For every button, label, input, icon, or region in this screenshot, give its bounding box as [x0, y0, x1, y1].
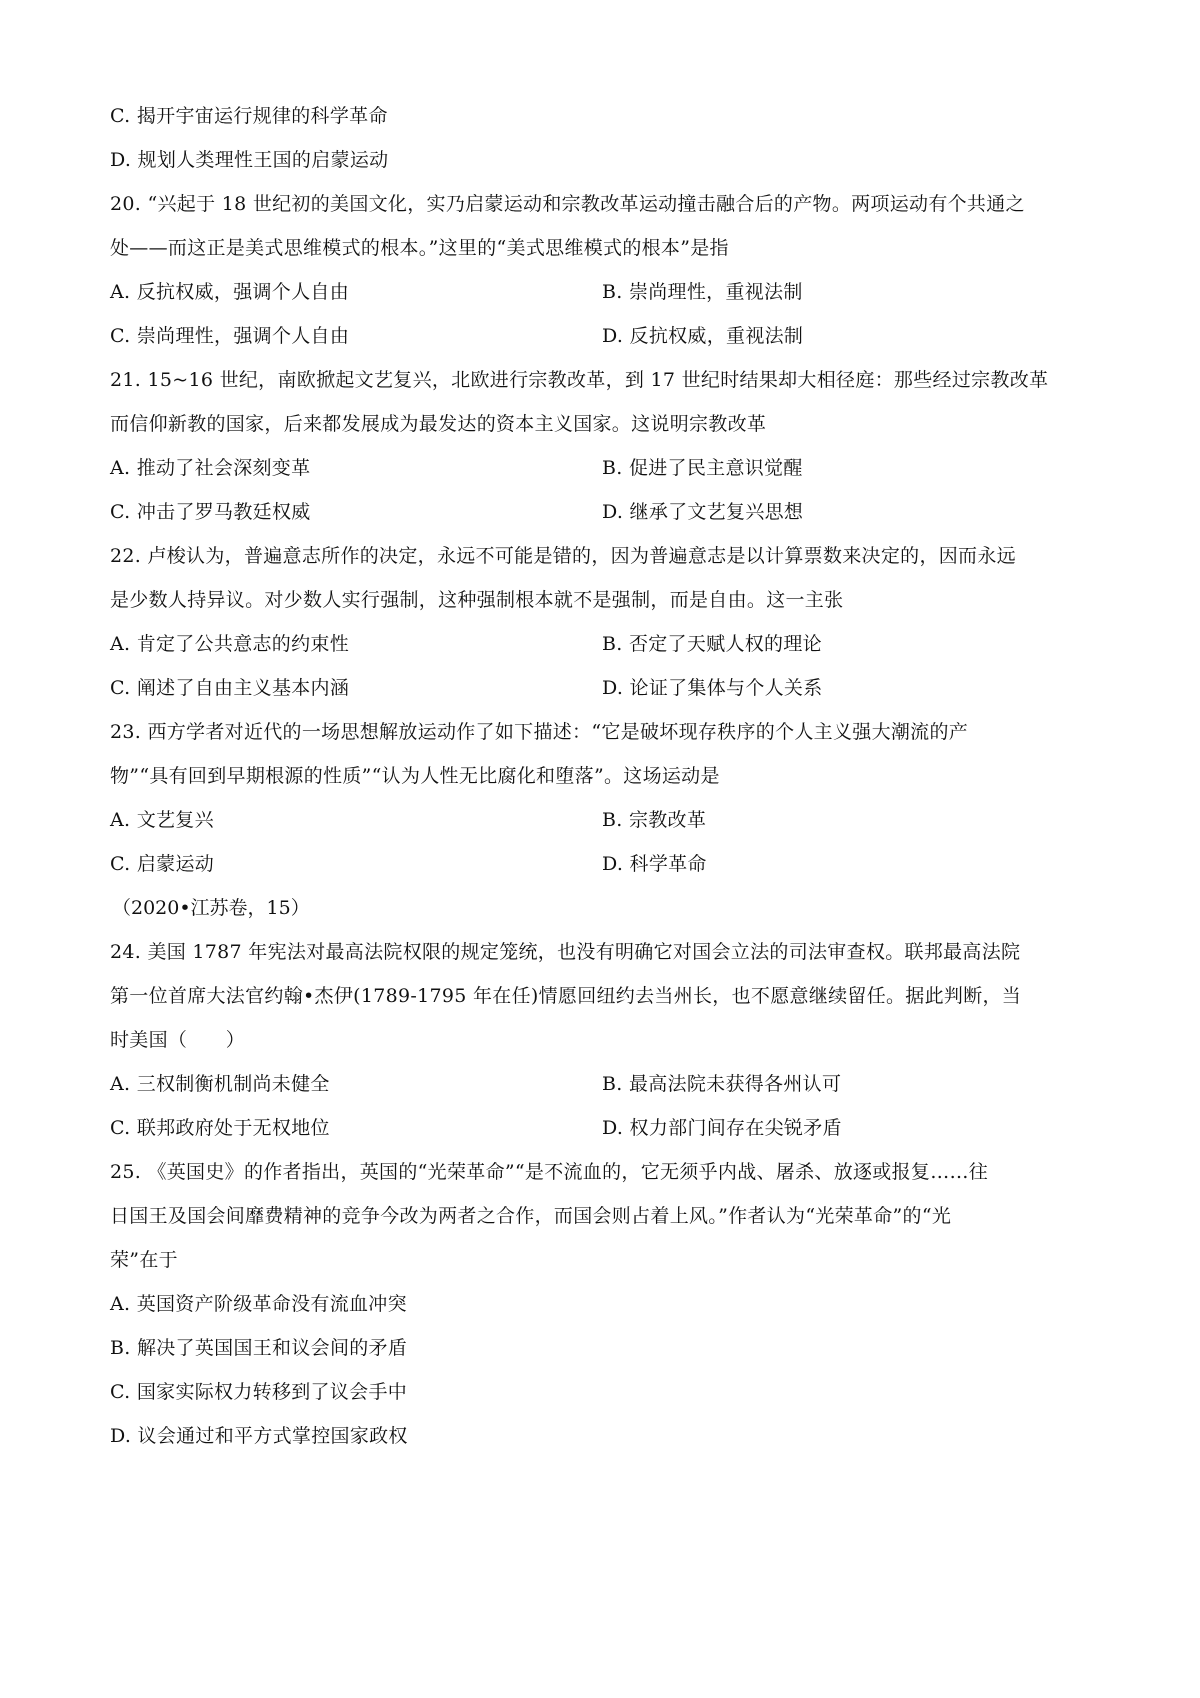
option-20c: C. 崇尚理性，强调个人自由	[110, 325, 350, 347]
question-23-stem-line2: 物”“具有回到早期根源的性质”“认为人性无比腐化和堕落”。这场运动是	[110, 765, 720, 787]
option-19d: D. 规划人类理性王国的启蒙运动	[110, 149, 389, 171]
option-24b: B. 最高法院未获得各州认可	[602, 1073, 842, 1095]
option-24c: C. 联邦政府处于无权地位	[110, 1117, 330, 1139]
option-25c: C. 国家实际权力转移到了议会手中	[110, 1381, 408, 1403]
option-23d: D. 科学革命	[602, 853, 707, 875]
question-20-stem-line2: 处——而这正是美式思维模式的根本。”这里的“美式思维模式的根本”是指	[110, 237, 729, 259]
option-20a: A. 反抗权威，强调个人自由	[110, 281, 350, 303]
question-23-stem-line1: 23. 西方学者对近代的一场思想解放运动作了如下描述：“它是破坏现存秩序的个人主义强大潮流的产	[110, 721, 969, 743]
option-25a: A. 英国资产阶级革命没有流血冲突	[110, 1293, 407, 1315]
option-21b: B. 促进了民主意识觉醒	[602, 457, 803, 479]
option-21c: C. 冲击了罗马教廷权威	[110, 501, 311, 523]
option-22c: C. 阐述了自由主义基本内涵	[110, 677, 350, 699]
option-22b: B. 否定了天赋人权的理论	[602, 633, 822, 655]
option-20d: D. 反抗权威，重视法制	[602, 325, 804, 347]
question-20-stem-line1: 20. “兴起于 18 世纪初的美国文化，实乃启蒙运动和宗教改革运动撞击融合后的产物。两项运动有个共通之	[110, 193, 1025, 215]
question-22-stem-line1: 22. 卢梭认为，普遍意志所作的决定，永远不可能是错的，因为普遍意志是以计算票数来决定的，因而永远	[110, 545, 1016, 567]
question-24-stem-line1: 24. 美国 1787 年宪法对最高法院权限的规定笼统，也没有明确它对国会立法的司法审查权。联邦最高法院	[110, 941, 1021, 963]
option-21d: D. 继承了文艺复兴思想	[602, 501, 804, 523]
question-21-stem-line2: 而信仰新教的国家，后来都发展成为最发达的资本主义国家。这说明宗教改革	[110, 413, 767, 435]
question-25-stem-line1: 25. 《英国史》的作者指出，英国的“光荣革命”“是不流血的，它无须乎内战、屠杀、放逐或报复……往	[110, 1161, 989, 1183]
option-22d: D. 论证了集体与个人关系	[602, 677, 823, 699]
question-21-stem-line1: 21. 15~16 世纪，南欧掀起文艺复兴，北欧进行宗教改革，到 17 世纪时结果却大相径庭：那些经过宗教改革	[110, 369, 1049, 391]
option-23c: C. 启蒙运动	[110, 853, 215, 875]
option-21a: A. 推动了社会深刻变革	[110, 457, 311, 479]
question-24-stem-line3: 时美国（ ）	[110, 1029, 246, 1051]
option-23a: A. 文艺复兴	[110, 809, 214, 831]
option-24a: A. 三权制衡机制尚未健全	[110, 1073, 330, 1095]
option-22a: A. 肯定了公共意志的约束性	[110, 633, 350, 655]
option-25b: B. 解决了英国国王和议会间的矛盾	[110, 1337, 408, 1359]
question-24-stem-line2: 第一位首席大法官约翰•杰伊(1789-1795 年在任)情愿回纽约去当州长，也不愿意继续留任。据此判断，当	[110, 985, 1022, 1007]
question-25-stem-line3: 荣”在于	[110, 1249, 178, 1271]
option-19c: C. 揭开宇宙运行规律的科学革命	[110, 105, 388, 127]
option-23b: B. 宗教改革	[602, 809, 707, 831]
option-24d: D. 权力部门间存在尖锐矛盾	[602, 1117, 842, 1139]
question-22-stem-line2: 是少数人持异议。对少数人实行强制，这种强制根本就不是强制，而是自由。这一主张	[110, 589, 844, 611]
source-note: （2020•江苏卷，15）	[112, 897, 310, 919]
option-20b: B. 崇尚理性，重视法制	[602, 281, 803, 303]
question-25-stem-line2: 日国王及国会间靡费精神的竞争今改为两者之合作，而国会则占着上风。”作者认为“光荣革命”的“光	[110, 1205, 952, 1227]
option-25d: D. 议会通过和平方式掌控国家政权	[110, 1425, 408, 1447]
